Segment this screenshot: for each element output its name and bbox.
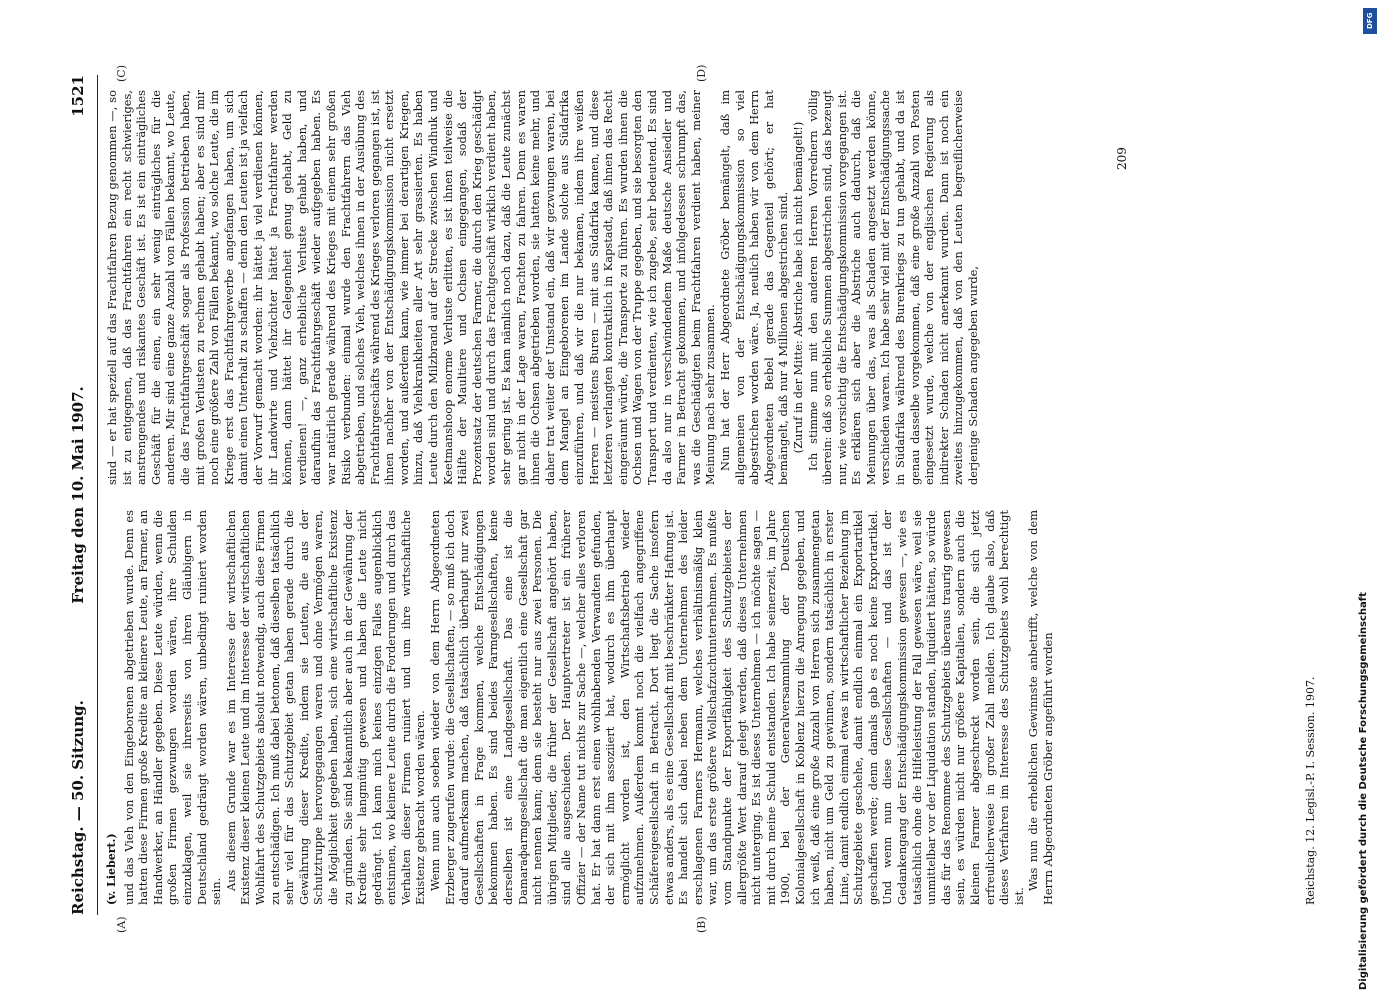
margin-mark-b: (B) <box>695 916 708 933</box>
margin-mark-c: (C) <box>115 65 128 82</box>
paragraph: sind — er hat speziell auf das Frachtfahren Bezug genommen —, so ist zu entgegnen, daß das Frachtfahren ein recht schwieriges, anstrengendes und riskantes Geschäft ist. Es ist ein einträgliches Geschäft für die einen, ein sehr wenig einträgliches für die anderen. Mir sind eine ganze Anzahl von Fällen bekannt, wo Leute, die das Frachtfahrgeschäft sogar als Profession betrieben haben, mit großen Verlusten zu rechnen gehabt haben; aber es sind mir noch eine größere Zahl von Fällen bekannt, wo solche Leute, die im Kriege erst das Frachtfahrgewerbe angefangen haben, um sich damit einen Unterhalt zu schaffen — denn den Leuten ist ja vielfach der Vorwurf gemacht worden: ihr hättet ja viel verdienen können, ihr Landwirte und Viehzüchter hättet ja Frachtfahrer werden können, dann hättet ihr Gelegenheit genug gehabt, Geld zu verdienen! —, ganz erhebliche Verluste gehabt haben, und daraufhin das Frachtfahrgeschäft wieder aufgegeben haben. Es war natürlich gerade während des Krieges mit einem sehr großen Risiko verbunden: einmal wurde den Frachtfahrern das Vieh abgetrieben, und solches Vieh, welches ihnen in der Ausübung des Frachtfahrgeschäfts während des Krieges verloren gegangen ist, ist ihnen nachher von der Entschädigungskommission nicht ersetzt worden, und außerdem kann, wie immer bei derartigen Kriegen, hinzu, daß Viehkrankheiten aller Art sehr grassierten. Es haben Leute durch den Milzbrand auf der Strecke zwischen Windhuk und Keetmanshoop enorme Verluste erlitten, es ist ihnen teilweise die Hälfte der Maultiere und Ochsen eingegangen, sodaß der Prozentsatz der deutschen Farmer, die durch den Krieg geschädigt worden sind und durch das Frachtgeschäft wirklich verdient haben, sehr gering ist. Es kam nämlich noch dazu, daß die Leute zunächst gar nicht in der Lage waren, Frachten zu fahren. Denn es waren ihnen die Ochsen abgetrieben worden, sie hatten keine mehr, und daher trat weiter der Umstand ein, daß wir gezwungen waren, bei dem Mangel an Eingeborenen im Lande solche aus Südafrika einzuführen, und daß wir die nur bekamen, indem ihre weißen Herren — meistens Buren — mit aus Südafrika kamen, und diese letzteren verlangten kontraktlich in Kapstadt, daß ihnen das Recht eingeräumt würde, die Transporte zu führen. Es wurden ihnen die Ochsen und Wagen von der Truppe gegeben, und sie besorgten den Transport und verdienten, wie ich zugebe, sehr bedeutend. Es sind da also nur in verschwindendem Maße deutsche Ansiedler und Farmer in Betracht gekommen, und infolgedessen schrumpft das, was die Geschädigten beim Frachtfahren verdient haben, meiner Meinung nach sehr zusammen. <box>105 90 718 485</box>
margin-mark-d: (D) <box>695 64 708 82</box>
paragraph: Was nun die erheblichen Gewinnste anbetrifft, welche von dem Herrn Abgeordneten Gröber angeführt worden <box>1026 510 1055 905</box>
document-page <box>55 35 1345 955</box>
paragraph: Ich stimme nun mit den anderen Herren Vorrednern völlig überein: daß so erhebliche Summen abgestrichen sind, das bezeugt nur, wie vorsichtig die Entschädigungskommission vorgegangen ist. Es erklären sich aber die Abstriche auch dadurch, daß die Meinungen über das, was als Schaden angesetzt werden könne, verschieden waren. Ich habe sehr viel mit der Entschädigungssache in Südafrika während des Burenkriegs zu tun gehabt, und da ist genau dasselbe vorgekommen, daß eine große Anzahl von Posten eingesetzt wurde, welche von der englischen Regierung als indirekter Schaden nicht anerkannt wurden. Dann ist noch ein zweites hinzugekommen, daß von den Leuten begreiflicherweise derjenige Schaden angegeben wurde, <box>805 90 981 485</box>
header-center: Freitag den 10. Mai 1907. <box>69 386 87 604</box>
interjection: (Zuruf in der Mitte: Abstriche habe ich nicht bemängelt!) <box>790 121 805 454</box>
header-page-number: 1521 <box>69 75 87 117</box>
speaker-tag: (v. Liebert.) <box>105 833 118 905</box>
paragraph: Nun hat der Herr Abgeordnete Gröber bemängelt, daß im allgemeinen von der Entschädigungskommission so viel abgestrichen worden wäre. Ja, neulich haben wir von dem Herrn Abgeordneten Bebel gerade das Gegenteil gehört; er hat bemängelt, daß nur 4 Millionen abgestrichen sind. <box>717 90 791 485</box>
digitization-note <box>1358 10 1378 990</box>
signature-number: 209 <box>1115 147 1129 170</box>
digitization-note-text: Digitalisierung gefördert durch die Deutsche Forschungsgemeinschaft <box>1358 592 1369 990</box>
header-left: Reichstag. — 50. Sitzung. <box>69 700 87 915</box>
paragraph: Aus diesem Grunde war es im Interesse der wirtschaftlichen Existenz dieser kleinen Leute und im Interesse der wirtschaftlichen Wohlfahrt des Schutzgebiets absolut notwendig, auch diese Firmen zu entschädigen. Ich muß dabei betonen, daß dieselben tatsächlich sehr viel für das Schutzgebiet getan haben gerade durch die Gewährung dieser Kredite, indem sie Leuten, die aus der Schutztruppe hervorgegangen waren und ohne Vermögen waren, die Möglichkeit gegeben haben, sich eine wirtschaftliche Existenz zu gründen. Sie sind bekanntlich aber auch in der Gewährung der Kredite sehr langmütig gewesen und haben die Leute nicht gedrängt. Ich kann mich keines einzigen Falles augenblicklich entsinnen, wo kleinere Leute durch die Forderungen und durch das Verhalten dieser Firmen ruiniert und um ihre wirtschaftliche Existenz gebracht worden wären. <box>223 510 428 905</box>
footer: Reichstag. 12. Legisl.-P. I. Session. 1907. <box>1304 676 1317 905</box>
dfg-logo: DFG <box>1363 8 1377 34</box>
header-rule <box>97 75 98 915</box>
margin-mark-a: (A) <box>115 916 128 933</box>
paragraph: und das Vieh von den Eingeborenen abgetrieben wurde. Denn es hatten diese Firmen große Kredite an kleinere Leute, an Farmer, an Handwerker, an Händler gegeben. Diese Leute würden, wenn die großen Firmen gezwungen worden wären, ihre Schulden einzuklagen, weil sie ihrerseits von ihren Gläubigern in Deutschland gedrängt worden wären, unbedingt ruiniert worden sein. <box>121 510 224 905</box>
left-column <box>105 510 1300 905</box>
paragraph: Wenn nun auch soeben wieder von dem Herrn Abgeordneten Erzberger zugerufen wurde: die Gesellschaften, — so muß ich doch darauf aufmerksam machen, daß tatsächlich überhaupt nur zwei Gesellschaften in Frage kommen, welche Entschädigungen bekommen haben. Es sind beides Farmgesellschaften, keine derselben ist eine Landgesellschaft. Das eine ist die Damaraфarmgesellschaft die man eigentlich eine Gesellschaft gar nicht nennen kann; denn sie besteht nur aus zwei Personen. Die übrigen Mitglieder, die früher der Gesellschaft angehört haben, sind alle ausgeschieden. Der Hauptvertreter ist ein früherer Offizier — der Name tut nichts zur Sache —, welcher alles verloren hat. Er hat dann erst einen wohlhabenden Verwandten gefunden, der sich mit ihm assoziiert hat, wodurch es ihm überhaupt ermöglicht worden ist, den Wirtschaftsbetrieb wieder aufzunehmen. Außerdem kommt noch die vielfach angegriffene Schäfereigesellschaft in Betracht. Dort liegt die Sache insofern etwas anders, als es eine Gesellschaft mit beschränkter Haftung ist. Es handelt sich dabei neben dem Unternehmen des leider erschlagenen Farmers Hermann, welches verhältnismäßig klein war, um das erste größere Wollschafzuchtunternehmen. Es mußte vom Standpunkte der Exportfähigkeit des Schutzgebietes der allergrößte Wert darauf gelegt werden, daß dieses Unternehmen nicht unterging. Es ist dieses Unternehmen — ich möchte sagen — mit durch meine Schuld entstanden. Ich habe seinerzeit, im Jahre 1900, bei der Generalversammlung der Deutschen Kolonialgesellschaft in Koblenz hierzu die Anregung gegeben, und ich weiß, daß eine große Anzahl von Herren sich zusammengetan haben, nicht um Geld zu gewinnen, sondern tatsächlich in erster Linie, damit endlich einmal etwas in wirtschaftlicher Beziehung im Schutzgebiete geschehe, damit endlich einmal ein Exportartikel geschaffen werde; denn damals gab es noch keine Exportartikel. Und wenn nun diese Gesellschaften — und das ist der Gedankengang der Entschädigungskommission gewesen —, wie es tatsächlich ohne die Hilfeleistung der Fall gewesen wäre, weil sie unmittelbar vor der Liquidation standen, liquidiert hätten, so würde das für das Renommee des Schutzgebiets überaus traurig gewesen sein, es würden nicht nur größere Kapitalien, sondern auch die kleinen Farmer abgeschreckt worden sein, die sich jetzt erfreulicherweise in großer Zahl melden. Ich glaube also, daß dieses Verfahren im Interesse des Schutzgebiets wohl berechtigt ist. <box>428 510 1026 905</box>
running-head <box>69 75 95 915</box>
